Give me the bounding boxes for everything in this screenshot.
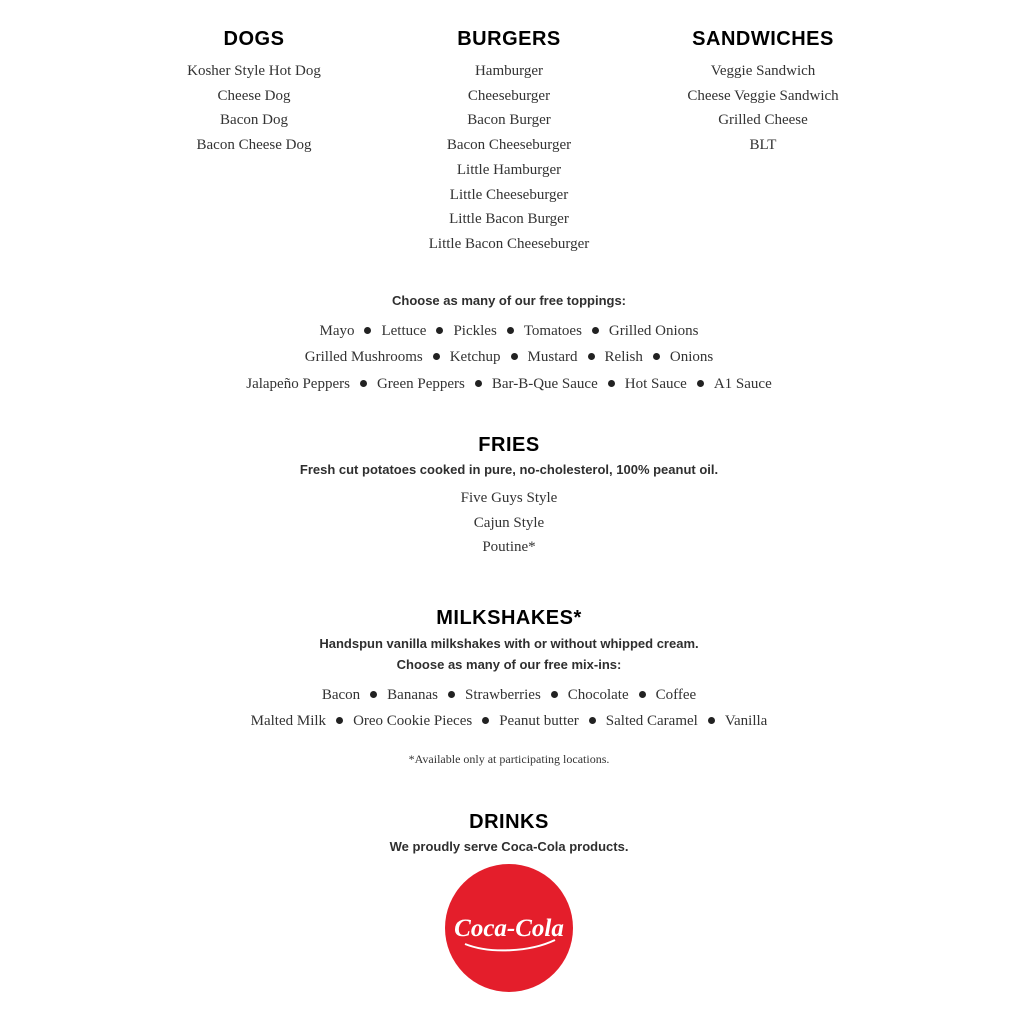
option-item: Grilled Mushrooms	[304, 349, 423, 366]
bullet-separator	[436, 327, 443, 334]
option-row	[0, 682, 1018, 708]
burgers-column	[379, 27, 639, 257]
bullet-separator	[336, 717, 343, 724]
option-item: Strawberries	[464, 687, 541, 703]
menu-columns	[0, 27, 1018, 267]
bullet-separator	[360, 380, 367, 387]
option-item: Oreo Cookie Pieces	[353, 713, 473, 730]
option-item: Bananas	[387, 687, 438, 703]
option-item: Pickles	[453, 323, 497, 339]
bullet-separator	[589, 717, 596, 724]
menu-item: Bacon Cheeseburger	[446, 137, 572, 154]
burgers-heading: BURGERS	[457, 28, 561, 50]
toppings-intro: Choose as many of our free toppings:	[391, 293, 627, 308]
option-item: Malted Milk	[250, 713, 327, 730]
sandwiches-heading: SANDWICHES	[692, 28, 834, 50]
option-item: Coffee	[655, 687, 697, 703]
menu-item: Bacon Dog	[220, 112, 288, 129]
menu-item: Cheese Veggie Sandwich	[687, 87, 839, 104]
menu-item: Hamburger	[474, 63, 544, 79]
option-item: A1 Sauce	[713, 375, 772, 392]
option-item: Vanilla	[724, 713, 768, 730]
bullet-separator	[592, 327, 599, 334]
option-item: Ketchup	[449, 349, 501, 366]
option-item: Bar-B-Que Sauce	[491, 375, 598, 392]
bullet-separator	[697, 380, 704, 387]
option-item: Hot Sauce	[624, 375, 687, 392]
bullet-separator	[482, 717, 489, 724]
option-item: Peanut butter	[499, 713, 579, 730]
menu-item: Grilled Cheese	[718, 112, 808, 129]
option-item: Mayo	[319, 323, 355, 339]
option-item: Salted Caramel	[605, 713, 698, 730]
burgers-list	[379, 59, 639, 257]
toppings-rows	[0, 318, 1018, 397]
availability-footnote: *Available only at participating locations.	[408, 751, 610, 766]
menu-item: Little Bacon Burger	[449, 211, 569, 228]
bullet-separator	[364, 327, 371, 334]
toppings-section	[0, 293, 1018, 397]
fries-heading: FRIES	[478, 434, 540, 456]
option-item: Onions	[669, 349, 714, 366]
mixins-rows	[0, 682, 1018, 735]
menu-item: Cajun Style	[473, 514, 545, 531]
bullet-separator	[588, 353, 595, 360]
drinks-description: We proudly serve Coca-Cola products.	[389, 839, 629, 854]
option-item: Grilled Onions	[608, 323, 699, 339]
bullet-separator	[433, 353, 440, 360]
bullet-separator	[639, 691, 646, 698]
menu-item: Cheese Dog	[217, 87, 291, 104]
menu-item: Veggie Sandwich	[710, 63, 816, 79]
menu-item: BLT	[749, 137, 777, 154]
menu-item: Bacon Burger	[467, 112, 551, 129]
dogs-column	[124, 27, 384, 158]
menu-item: Poutine*	[482, 539, 536, 556]
sandwiches-column	[633, 27, 893, 158]
mixins-intro: Choose as many of our free mix-ins:	[396, 657, 622, 672]
option-item: Green Peppers	[376, 375, 465, 392]
menu-item: Little Cheeseburger	[449, 186, 569, 203]
option-item: Mustard	[527, 349, 578, 366]
bullet-separator	[708, 717, 715, 724]
bullet-separator	[511, 353, 518, 360]
fries-section	[0, 433, 1018, 560]
bullet-separator	[608, 380, 615, 387]
fries-description: Fresh cut potatoes cooked in pure, no-cholesterol, 100% peanut oil.	[299, 462, 719, 477]
option-item: Relish	[604, 349, 643, 366]
bullet-separator	[653, 353, 660, 360]
option-item: Jalapeño Peppers	[246, 375, 350, 392]
coca-cola-logo-svg	[445, 864, 573, 992]
milkshakes-section	[0, 606, 1018, 779]
sandwiches-list	[633, 59, 893, 158]
option-row	[0, 344, 1018, 370]
option-item: Bacon	[321, 687, 361, 703]
menu-item: Bacon Cheese Dog	[196, 137, 312, 154]
option-row	[0, 708, 1018, 734]
milkshakes-description: Handspun vanilla milkshakes with or without whipped cream.	[319, 636, 699, 651]
bullet-separator	[448, 691, 455, 698]
fries-list	[0, 486, 1018, 560]
option-item: Lettuce	[381, 323, 427, 339]
milkshakes-heading: MILKSHAKES*	[436, 607, 582, 629]
coca-cola-logo-text: Coca-Cola	[454, 915, 564, 942]
drinks-section	[0, 810, 1018, 854]
bullet-separator	[551, 691, 558, 698]
drinks-heading: DRINKS	[469, 811, 549, 833]
bullet-separator	[507, 327, 514, 334]
option-item: Chocolate	[567, 687, 629, 703]
coca-cola-logo-icon	[445, 864, 573, 992]
option-item: Tomatoes	[523, 323, 582, 339]
dogs-heading: DOGS	[223, 28, 285, 50]
menu-item: Kosher Style Hot Dog	[187, 63, 321, 79]
dogs-list	[124, 59, 384, 158]
option-row	[0, 371, 1018, 397]
bullet-separator	[370, 691, 377, 698]
menu-item: Little Hamburger	[456, 161, 562, 178]
menu-item: Five Guys Style	[460, 490, 558, 506]
menu-item: Cheeseburger	[467, 87, 551, 104]
bullet-separator	[475, 380, 482, 387]
option-row	[0, 318, 1018, 344]
menu-item: Little Bacon Cheeseburger	[428, 235, 590, 252]
